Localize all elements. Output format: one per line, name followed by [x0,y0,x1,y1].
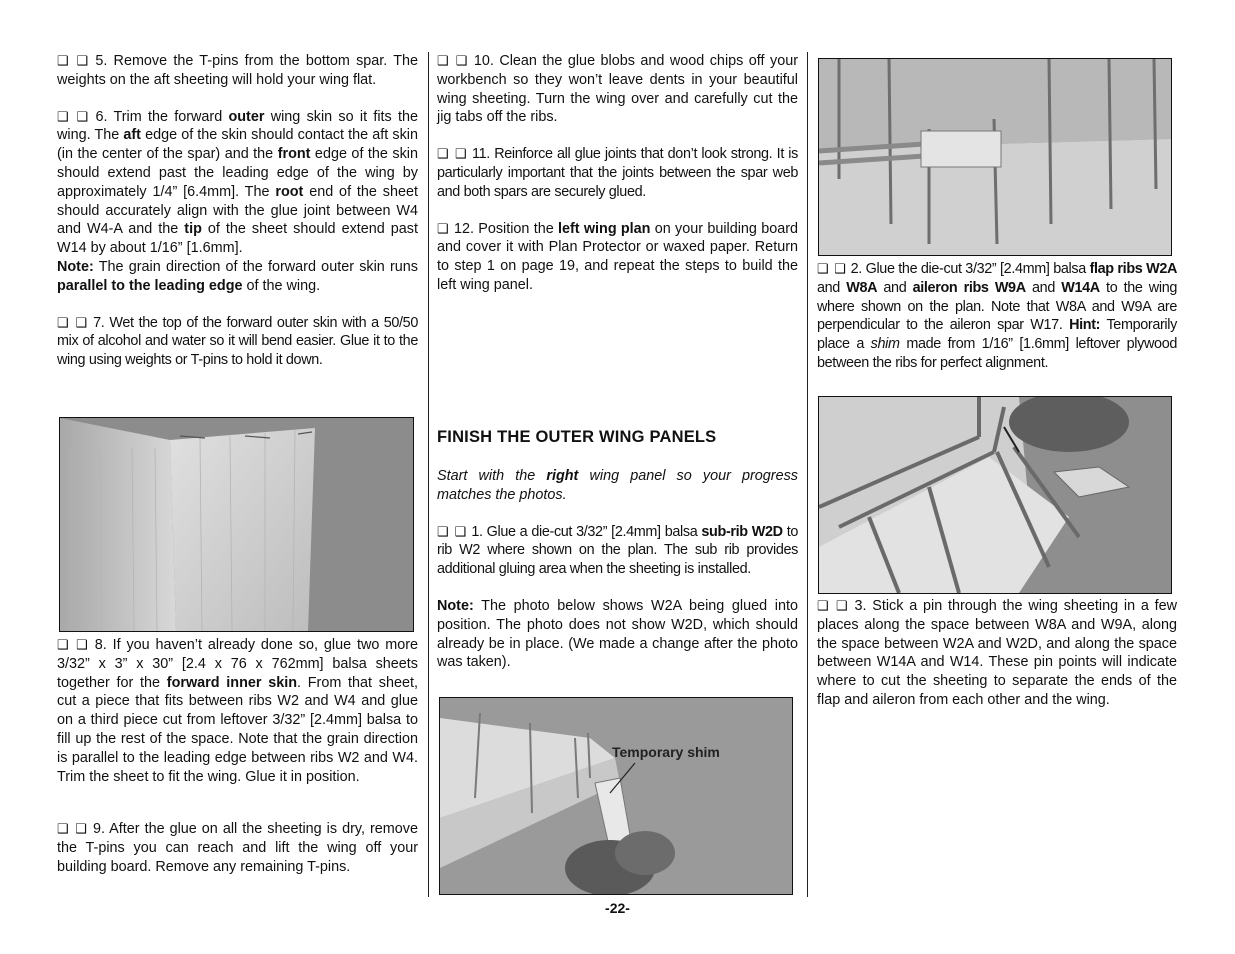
emphasis: outer [228,108,265,125]
column-middle-section [437,428,798,672]
text: 6. Trim the forward [95,108,229,125]
step-5 [57,52,418,90]
column-divider [807,52,808,897]
emphasis: parallel to the leading edge [57,277,243,294]
step-8 [57,636,418,786]
checkbox-icon[interactable]: ❑ ❑ [57,53,90,68]
text: on your building board and cover it with Plan Protector or waxed paper. Return to step 1 on page 19, and repeat the steps to build the left wing panel. [437,220,799,293]
emphasis: shim [870,336,900,353]
text: and [817,279,847,296]
step-7 [57,314,418,370]
text: made from 1/16” [1.6mm] leftover plywood between the ribs for perfect alignment. [817,336,1178,371]
text: wing skin so it fits the wing. The [57,108,418,144]
checkbox-icon[interactable]: ❑ ❑ [437,53,469,68]
section-intro [437,467,798,505]
text: 2. Glue the die-cut 3/32” [2.4mm] balsa [850,261,1090,277]
column-left [57,52,418,370]
text: 8. If you haven’t already done so, glue two more 3/32” x 3” x 30” [2.4 x 76 x 762mm] balsa sheets together for the [57,637,419,691]
step-9 [57,820,418,876]
column-left-bottom [57,636,418,877]
text: to rib W2 where shown on the plan. The sub rib provides additional gluing area when the sheeting is installed. [437,523,798,578]
text: 12. Position the [453,220,558,237]
step-11-text: 11. Reinforce all glue joints that don’t look strong. It is particularly important that the joints between the spar web and both spars are securely glued. [437,146,798,200]
step-1 [437,523,798,579]
text: and [877,279,913,296]
photo-temporary-shim [439,697,793,895]
text: The grain direction of the forward outer skin runs [93,258,418,275]
emphasis: W14A [1061,279,1100,296]
note-label: Note: [437,597,474,614]
shim-photo [440,698,792,894]
text: to the wing where shown on the plan. Note that W8A and W9A are perpendicular to the aileron spar W17. [817,279,1178,334]
text: edge of the skin should extend past the leading edge of the wing by approximately 1/4” [6.4mm]. The [57,146,418,200]
column-middle [437,52,798,295]
page-number: -22- [605,900,630,916]
note-label: Note: [57,258,94,275]
text: of the sheet should extend past W14 by about 1/16” [1.6mm]. [57,221,419,257]
text: of the wing. [242,277,321,294]
photo-caption: Temporary shim [612,744,720,760]
checkbox-icon[interactable]: ❑ ❑ [57,821,88,837]
photo-pin-sheeting [818,396,1172,594]
photo-forward-outer-skin [59,417,414,632]
text: . From that sheet, cut a piece that fits between ribs W2 and W4 and glue on a third piece cut from leftover 3/32” [2.4mm] balsa to fill up the rest of the space. Note that the grain direction is parallel to the leading edge between ribs W2 and W4. Trim the sheet to fit the wing. Glue it in position. [57,674,418,785]
text: Start with the [437,468,547,484]
checkbox-icon[interactable]: ❑ ❑ [57,314,89,330]
emphasis: W8A [846,279,878,296]
emphasis: flap ribs W2A [1089,261,1178,277]
step-9-text: 9. After the glue on all the sheeting is dry, remove the T-pins you can reach and lift the wing off your building board. Remove any remaining T-pins. [57,821,418,875]
column-divider [428,52,429,897]
emphasis: aft [123,127,141,144]
step-11 [437,145,798,201]
checkbox-icon[interactable]: ❑ ❑ [57,108,90,124]
step-10 [437,52,798,127]
step-12 [437,220,798,295]
emphasis: sub-rib W2D [701,523,783,540]
text: and [1025,279,1062,296]
step-3-text: 3. Stick a pin through the wing sheeting in a few places along the space between W8A and W9A, along the space between W2A and W2D, and along the space between W14A and W14. These pin points will indicate where to cut the sheeting to separate the ends of the flap and aileron from each other and the wing. [817,598,1178,708]
text: Temporarily place a [817,317,1177,353]
text: edge of the skin should contact the aft skin (in the center of the spar) and the [57,127,418,163]
text: wing panel so your progress matches the photos. [437,468,798,503]
text: 1. Glue a die-cut 3/32” [2.4mm] balsa [471,523,702,540]
column-right [817,260,1177,373]
step-5-text: 5. Remove the T-pins from the bottom spar. The weights on the aft sheeting will hold your wing flat. [57,53,419,88]
checkbox-icon[interactable]: ❑ ❑ [437,146,468,162]
column-right-bottom [817,597,1177,710]
flap-ribs-photo [819,59,1171,255]
emphasis: aileron ribs W9A [912,279,1026,296]
photo-flap-ribs [818,58,1172,256]
emphasis: left wing plan [557,220,651,237]
note [437,597,798,672]
checkbox-icon[interactable]: ❑ [437,220,450,236]
emphasis: front [277,146,311,163]
section-heading: FINISH THE OUTER WING PANELS [437,428,717,446]
step-2 [817,260,1177,373]
checkbox-icon[interactable]: ❑ ❑ [57,637,89,652]
step-7-text: 7. Wet the top of the forward outer skin with a 50/50 mix of alcohol and water so it will bend easier. Glue it to the wing using weights or T-pins to hold it down. [57,314,418,369]
step-3 [817,597,1177,710]
emphasis: tip [184,221,202,238]
emphasis: forward inner skin [166,674,298,691]
step-10-text: 10. Clean the glue blobs and wood chips off your workbench so they won’t leave dents in your beautiful wing sheeting. Turn the wing over and carefully cut the jig tabs off the ribs. [437,53,798,126]
text: The photo below shows W2A being glued into position. The photo does not show W2D, which should already be in place. (We made a change after the photo was taken). [437,597,798,671]
checkbox-icon[interactable]: ❑ ❑ [817,261,847,276]
emphasis: right [546,468,579,484]
hint-label: Hint: [1069,317,1101,334]
emphasis: root [275,183,304,200]
wing-skin-photo [60,418,413,631]
pin-sheeting-photo [819,397,1171,593]
text: end of the sheet should accurately align with the glue joint between W4 and W4-A and the [57,183,418,238]
checkbox-icon[interactable]: ❑ ❑ [817,598,849,613]
checkbox-icon[interactable]: ❑ ❑ [437,523,468,539]
step-6 [57,108,418,296]
